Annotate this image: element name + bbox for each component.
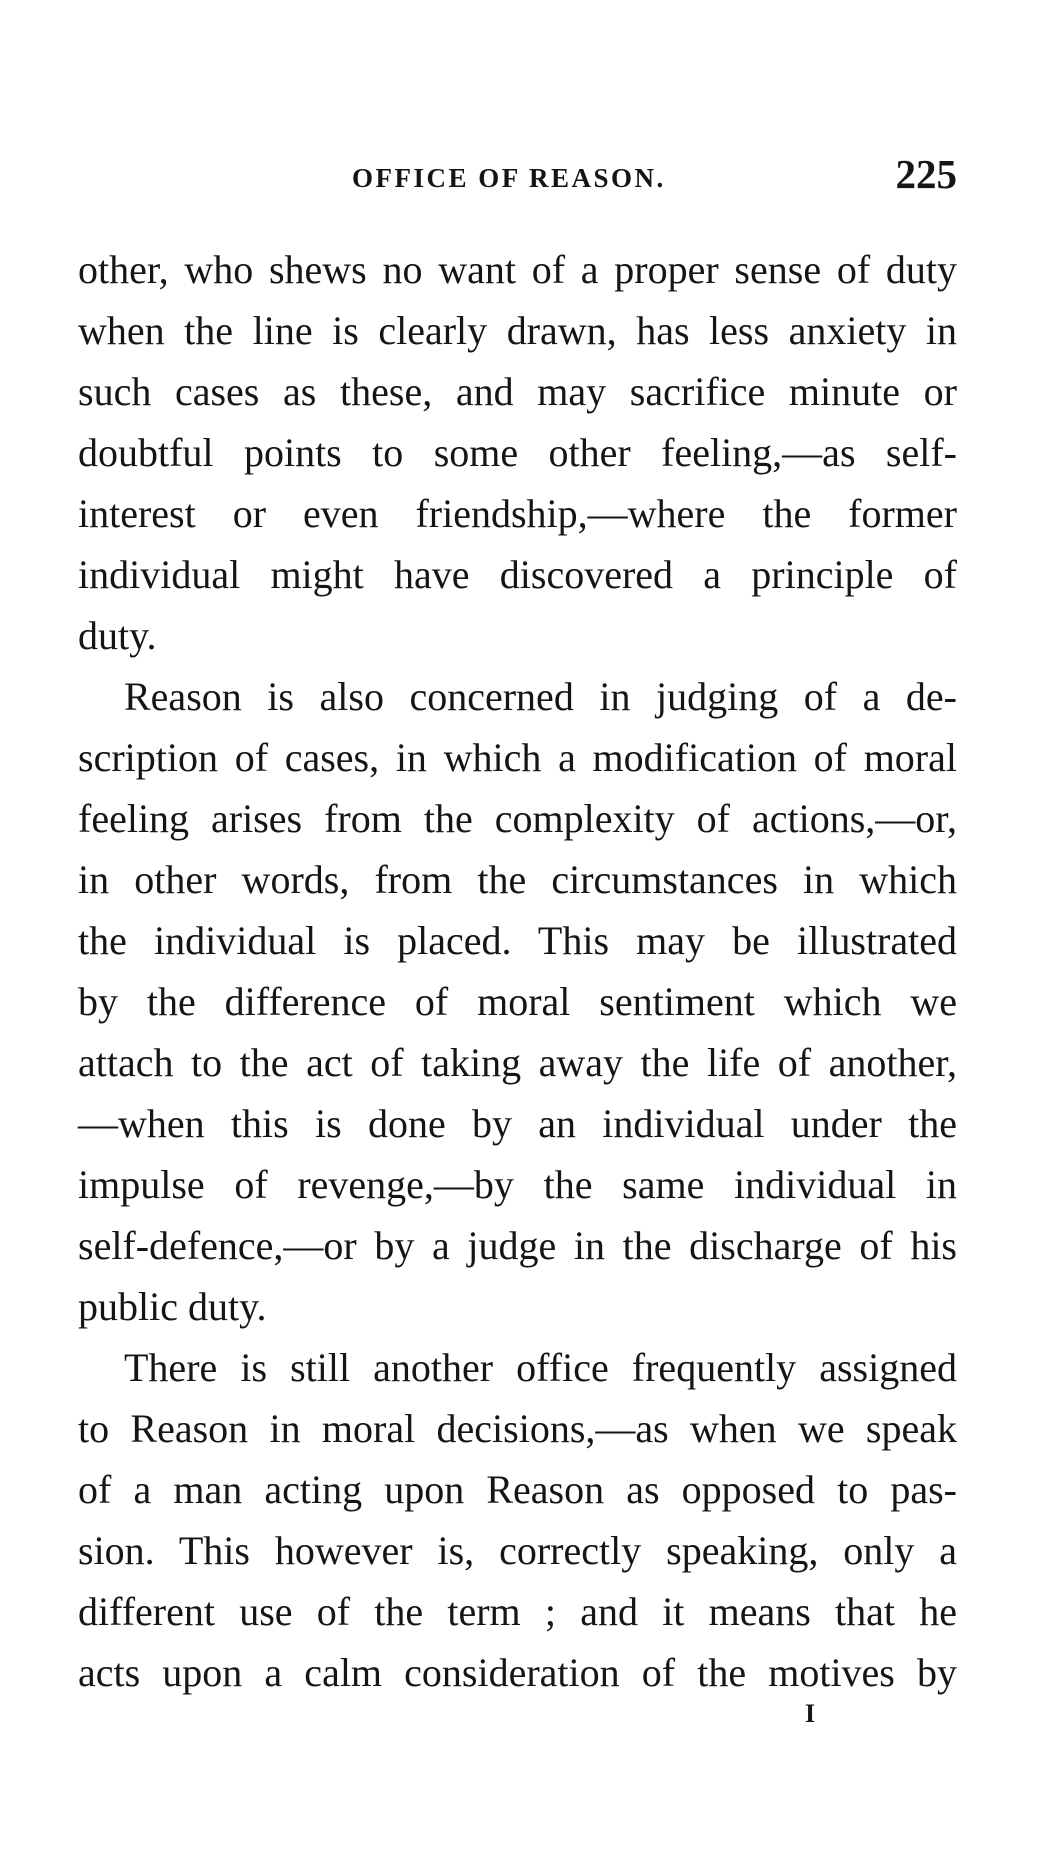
text-line: other, who shews no want of a proper sense of duty bbox=[78, 247, 957, 292]
text-line: interest or even friendship,—where the former bbox=[78, 491, 957, 536]
signature-mark: I bbox=[805, 1699, 816, 1728]
text-line: public duty. bbox=[78, 1284, 267, 1329]
text-line: such cases as these, and may sacrifice minute or bbox=[78, 369, 957, 414]
text-line: to Reason in moral decisions,—as when we speak bbox=[78, 1406, 957, 1451]
text-line: the individual is placed. This may be illustrated bbox=[78, 918, 957, 963]
text-line: in other words, from the circumstances in which bbox=[78, 857, 957, 902]
text-line: different use of the term ; and it means that he bbox=[78, 1589, 957, 1634]
text-line: when the line is clearly drawn, has less anxiety in bbox=[78, 308, 957, 353]
text-line: by the difference of moral sentiment which we bbox=[78, 979, 957, 1024]
running-title: OFFICE OF REASON. bbox=[352, 163, 666, 193]
text-line: doubtful points to some other feeling,—as self- bbox=[78, 430, 957, 475]
text-line: feeling arises from the complexity of actions,—or, bbox=[78, 796, 957, 841]
text-line: scription of cases, in which a modification of moral bbox=[78, 735, 957, 780]
text-line: individual might have discovered a principle of bbox=[78, 552, 957, 597]
text-line: impulse of revenge,—by the same individual in bbox=[78, 1162, 957, 1207]
text-line: sion. This however is, correctly speaking, only a bbox=[78, 1528, 957, 1573]
page-number: 225 bbox=[895, 151, 957, 197]
text-line: self-defence,—or by a judge in the discharge of his bbox=[78, 1223, 957, 1268]
text-line: —when this is done by an individual under the bbox=[78, 1101, 957, 1146]
paragraph-start-line: There is still another office frequently assigned bbox=[124, 1345, 957, 1390]
text-line: attach to the act of taking away the life of another, bbox=[78, 1040, 957, 1085]
text-line: duty. bbox=[78, 613, 157, 658]
paragraph-start-line: Reason is also concerned in judging of a de- bbox=[124, 674, 957, 719]
text-line: of a man acting upon Reason as opposed to pas- bbox=[78, 1467, 957, 1512]
text-line: acts upon a calm consideration of the motives by bbox=[78, 1650, 957, 1695]
body-text bbox=[78, 239, 957, 1703]
